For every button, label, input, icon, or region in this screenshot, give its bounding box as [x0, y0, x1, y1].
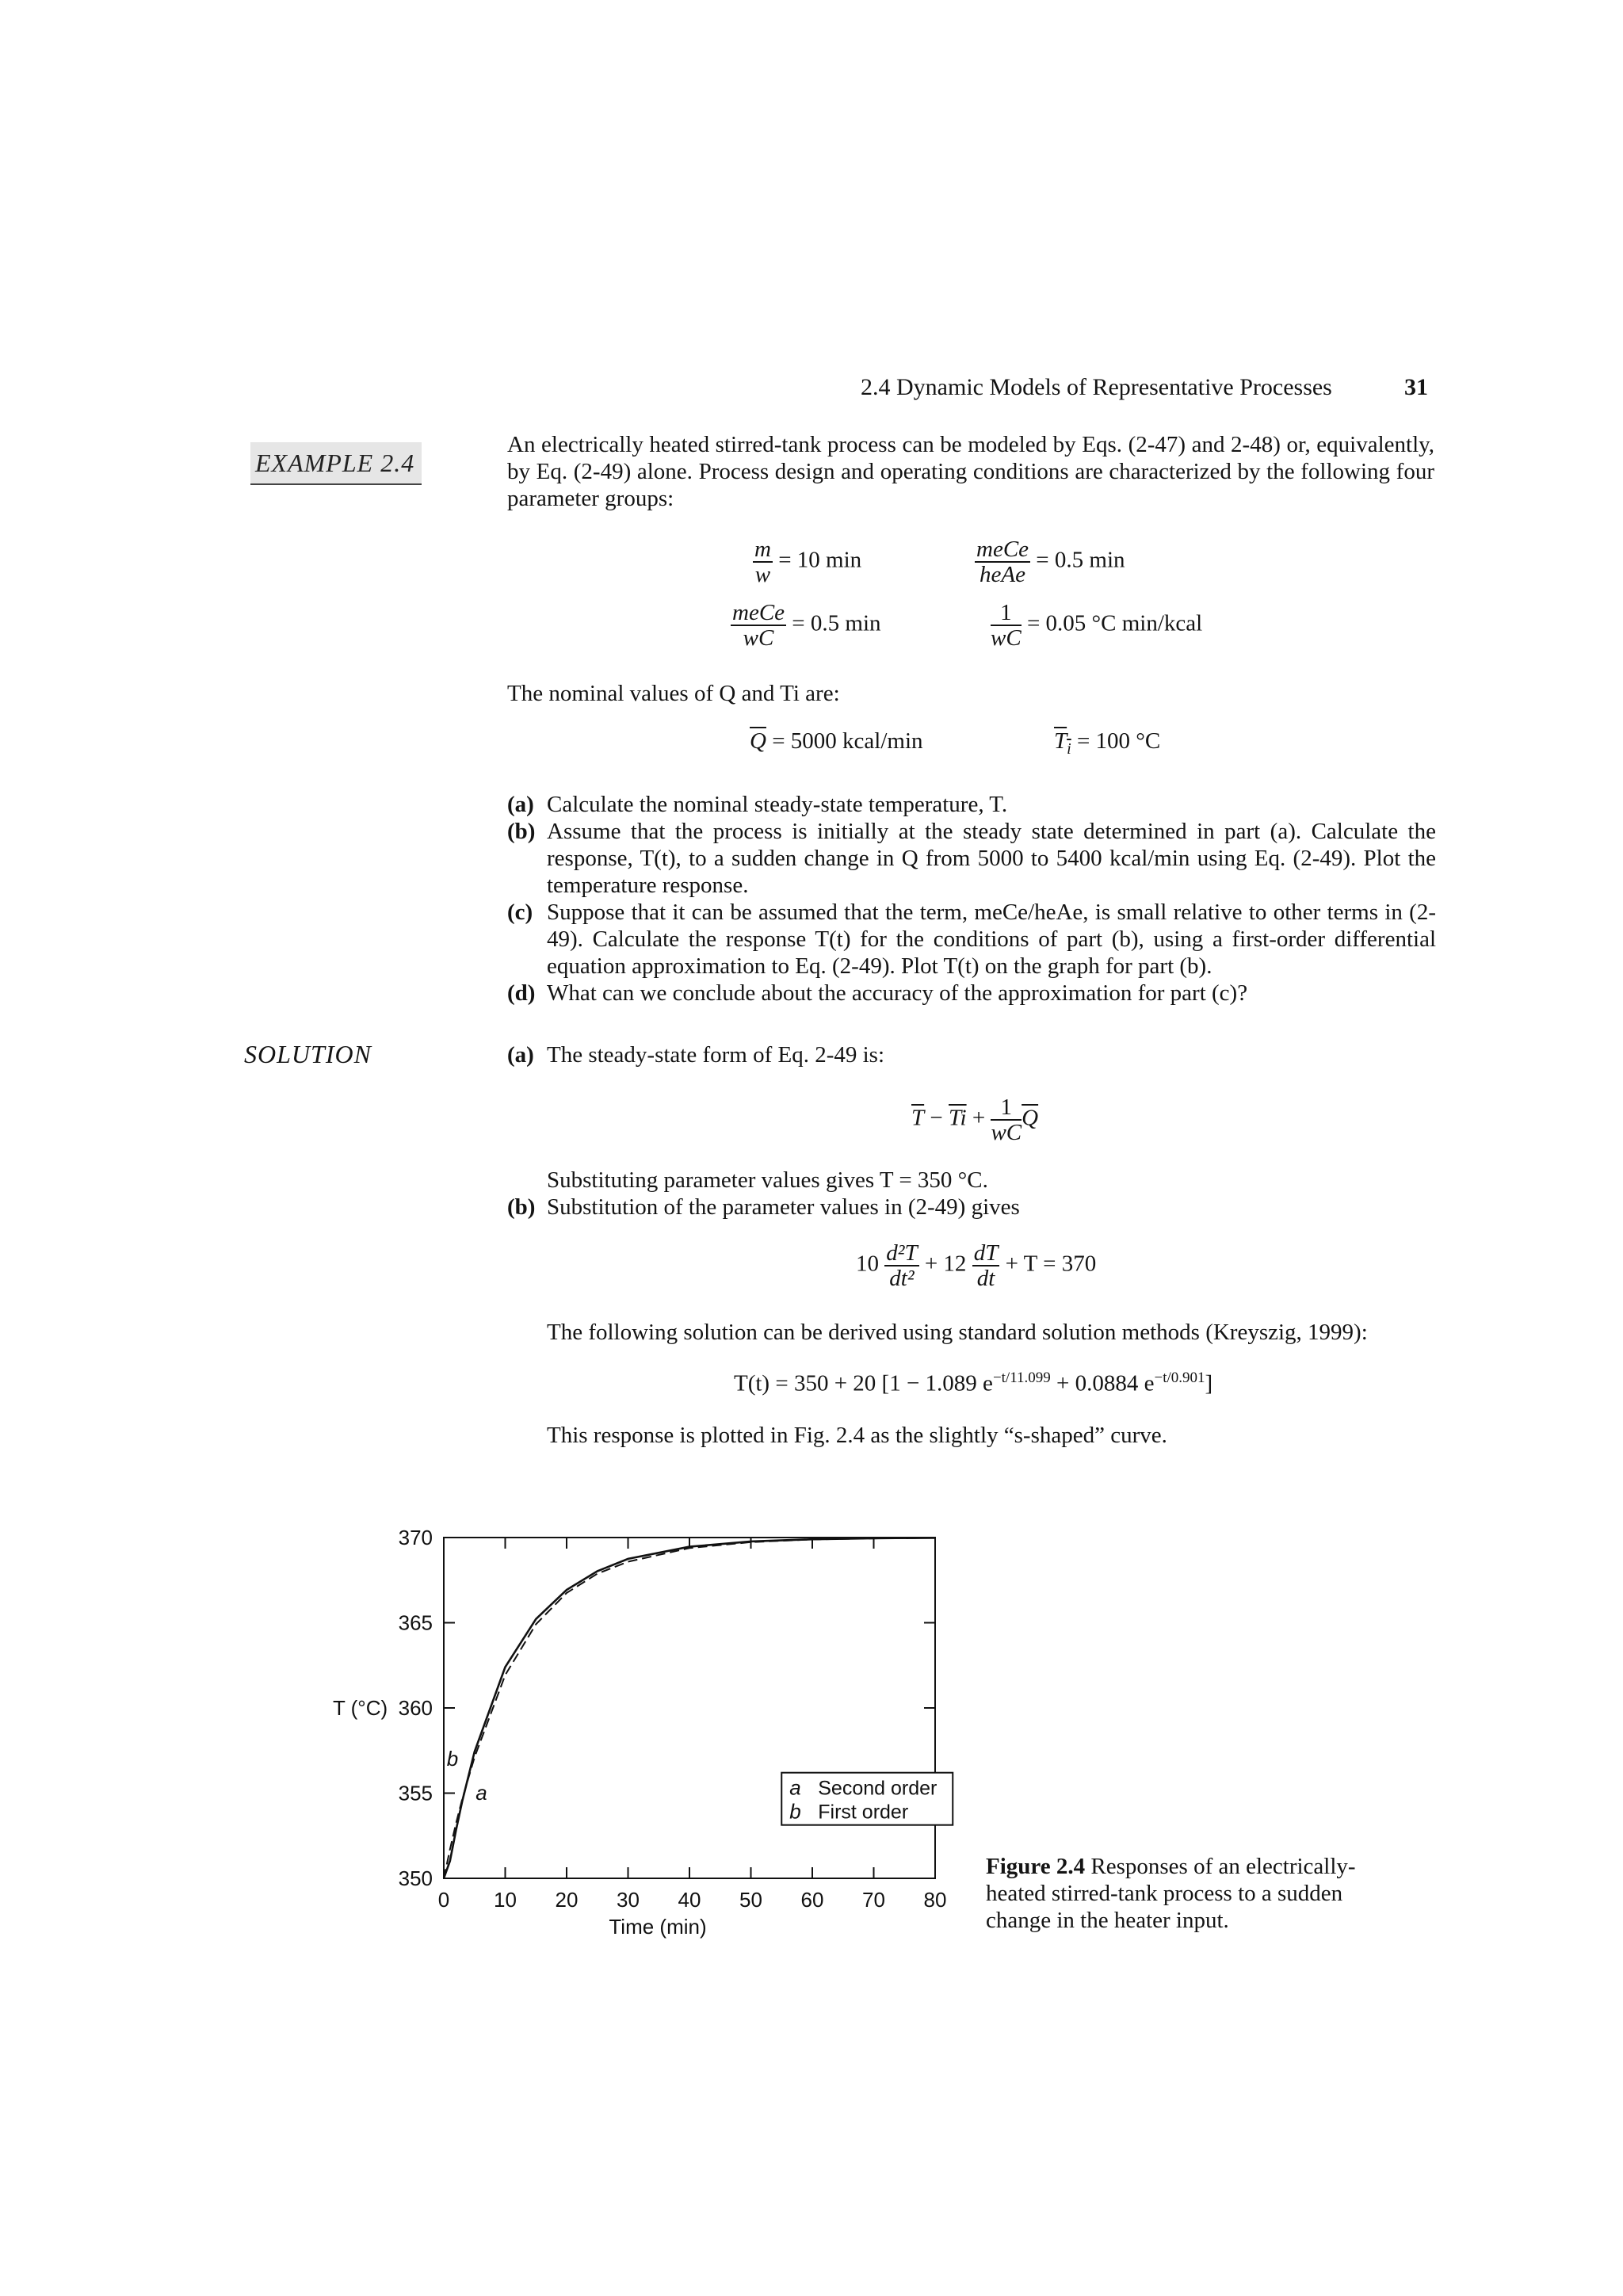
y-tick-label: 355: [398, 1781, 433, 1805]
param-me-ce-over-he-ae: $\frac{\text{meCe}}{\text{heAe}}$ = 0.5 min: [976, 537, 1125, 587]
plotted-text: This response is plotted in Fig. 2.4 as the slightly “s-shaped” curve.: [547, 1423, 1167, 1448]
param-m-over-w: $\frac{m}{w}$ = 10 min: [754, 537, 862, 587]
equation-second-order: 10 $\frac{\text{d²T}}{\text{dt²}}$ + 12 $\frac{dT}{dt}$ + T = 370: [856, 1240, 1097, 1291]
x-tick-label: 10: [494, 1888, 517, 1912]
legend-key: b: [789, 1799, 801, 1824]
solution-label: SOLUTION: [244, 1040, 372, 1068]
curve-label-b: b: [446, 1747, 459, 1771]
section-title: 2.4 Dynamic Models of Representative Processes: [861, 374, 1332, 400]
substitution-result: Substituting parameter values gives T = 350 °C.: [547, 1167, 988, 1193]
equation-solution: T(t) = 350 + 20 [1 − 1.089 $e^{-t/11.099} + 0.0884$ $e^{-t/0.901}$]: [734, 1370, 1213, 1396]
y-tick-label: 370: [398, 1526, 433, 1549]
plot-frame: [444, 1538, 938, 1878]
part-b: (b) Assume that the process is initially at the steady state determined in part (a). Calculate the response, T(t), to a sudden change in Q from 5000 to 5400 kcal/min using Eq. (2-49). Plot the temperature response.: [507, 819, 1436, 898]
nominal-q: $\overline{Q} = 5000$ kcal/min: [750, 728, 923, 754]
x-tick-label: 50: [739, 1888, 762, 1912]
x-tick-label: 20: [555, 1888, 579, 1912]
figure-caption: Figure 2.4 Responses of an electrically-heated stirred-tank process to a sudden change in the heater input.: [986, 1854, 1356, 1933]
nominal-ti: $T_i = 100$ °C: [1054, 728, 1161, 758]
series-b-curve: [444, 1538, 938, 1878]
page-number: 31: [1404, 374, 1428, 400]
part-d: (d) What can we conclude about the accuracy of the approximation for part (c)?: [507, 980, 1248, 1006]
nominal-intro: The nominal values of Q and Ti are:: [507, 681, 840, 706]
part-a: (a) Calculate the nominal steady-state temperature, T.: [507, 792, 1008, 817]
legend-label: Second order: [818, 1777, 938, 1800]
parts-list: [507, 791, 1436, 1007]
example-label: EXAMPLE 2.4: [250, 442, 422, 485]
equation-steady-state: $\overline{T} - \overline{Ti}$ + $\frac{1}{wC}$ $\overline{Q}$: [911, 1095, 1039, 1145]
y-axis-label: T (°C): [333, 1696, 388, 1720]
solution-follow-text: The following solution can be derived using standard solution methods (Kreyszig, 1999):: [547, 1320, 1368, 1345]
y-tick-label: 365: [398, 1610, 433, 1635]
series-a-curve: [444, 1538, 938, 1878]
running-header: [861, 374, 1431, 401]
x-tick-label: 30: [617, 1888, 640, 1912]
y-tick-label: 350: [398, 1866, 433, 1890]
x-tick-label: 80: [923, 1888, 947, 1912]
x-tick-label: 0: [437, 1888, 450, 1912]
x-tick-label: 40: [678, 1888, 701, 1912]
solution-b: (b) Substitution of the parameter values in (2-49) gives: [507, 1194, 1020, 1220]
x-tick-label: 60: [800, 1888, 824, 1912]
solution-a: (a) The steady-state form of Eq. 2-49 is:: [507, 1042, 885, 1068]
param-me-ce-over-wc: $\frac{\text{meCe}}{wC}$ = 0.5 min: [732, 600, 881, 651]
y-tick-label: 360: [398, 1696, 433, 1720]
example-intro: An electrically heated stirred-tank process can be modeled by Eqs. (2-47) and 2-48) or, equivalently, by Eq. (2-49) alone. Process design and operating conditions are characterized by the following four parameter groups:: [507, 432, 1434, 511]
x-axis-label: Time (min): [609, 1915, 707, 1939]
param-one-over-wc: $\frac{1}{wC}$ = 0.05 °C min/kcal: [991, 600, 1203, 651]
legend-label: First order: [818, 1801, 909, 1824]
legend-key: a: [789, 1775, 801, 1800]
x-tick-label: 70: [862, 1888, 885, 1912]
curve-label-a: a: [475, 1781, 487, 1805]
figure-2-4-chart: [317, 1514, 983, 1989]
part-c: (c) Suppose that it can be assumed that the term, meCe/heAe, is small relative to other terms in (2-49). Calculate the response T(t) for the conditions of part (b), using a first-order differential equation approximation to Eq. (2-49). Plot T(t) on the graph for part (b).: [507, 900, 1436, 979]
